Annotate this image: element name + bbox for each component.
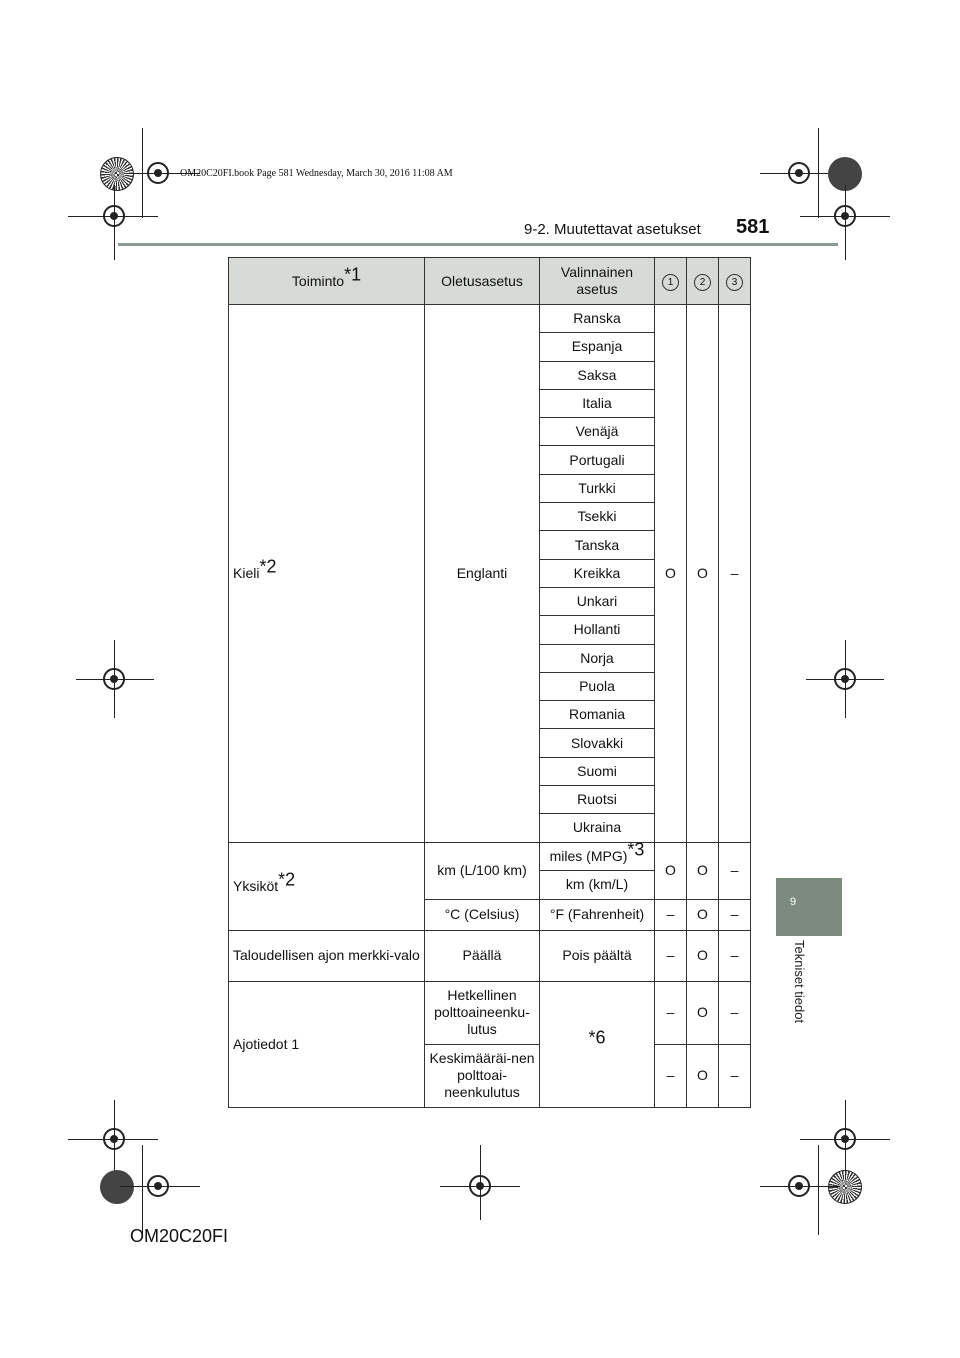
registration-mark-icon: [834, 205, 856, 227]
registration-mark-icon: [103, 1128, 125, 1150]
registration-mark-icon: [147, 162, 169, 184]
language-option: Ranska: [540, 305, 655, 333]
eco-default: Päällä: [425, 930, 540, 981]
language-option: Italia: [540, 389, 655, 417]
language-option: Romania: [540, 701, 655, 729]
registration-mark-icon: [834, 668, 856, 690]
units-default: km (L/100 km): [425, 842, 540, 899]
table-row: [229, 981, 751, 1044]
units-c1: O: [655, 842, 687, 899]
units-c3: –: [719, 842, 751, 899]
table-row: [229, 930, 751, 981]
table-header-row: [229, 258, 751, 305]
language-option: Hollanti: [540, 616, 655, 644]
header-col2: [687, 258, 719, 305]
trip1-r2-c1: –: [655, 1044, 687, 1107]
footnote-marker: *3: [627, 839, 645, 860]
eco-option: Pois päältä: [540, 930, 655, 981]
registration-mark-icon: [788, 1175, 810, 1197]
trip1-default-1: Hetkellinen polttoaineenku-lutus: [425, 981, 540, 1044]
trip1-r1-c3: –: [719, 981, 751, 1044]
units-function-label: Yksiköt: [233, 877, 279, 894]
settings-table: [228, 257, 751, 1108]
language-option: Saksa: [540, 361, 655, 389]
header-default: Oletusasetus: [425, 258, 540, 305]
chapter-tab: [776, 878, 842, 936]
language-option: Ukraina: [540, 814, 655, 842]
language-default: Englanti: [425, 305, 540, 843]
units-c2: O: [687, 842, 719, 899]
header-divider: [118, 243, 838, 246]
trip1-r2-c3: –: [719, 1044, 751, 1107]
language-c3: –: [719, 305, 751, 843]
table-row: [229, 305, 751, 333]
sunburst-mark-icon: [100, 157, 134, 191]
trip1-r2-c2: O: [687, 1044, 719, 1107]
circled-number-icon: 2: [694, 274, 711, 291]
header-optional: Valinnainen asetus: [540, 258, 655, 305]
language-option: Ruotsi: [540, 786, 655, 814]
page-number: 581: [736, 216, 770, 238]
table-row: [229, 842, 751, 871]
language-option: Espanja: [540, 333, 655, 361]
dark-disc-mark-icon: [100, 1170, 134, 1204]
language-c1: O: [655, 305, 687, 843]
temp-option: °F (Fahrenheit): [540, 899, 655, 930]
footnote-marker: *2: [259, 556, 277, 577]
trip1-function: Ajotiedot 1: [229, 981, 425, 1107]
footnote-marker: *2: [278, 868, 296, 889]
registration-mark-icon: [834, 1128, 856, 1150]
temp-c2: O: [687, 899, 719, 930]
header-col1: [655, 258, 687, 305]
temp-c1: –: [655, 899, 687, 930]
language-option: Norja: [540, 644, 655, 672]
circled-number-icon: 1: [662, 274, 679, 291]
eco-c2: O: [687, 930, 719, 981]
chapter-tab-label: Tekniset tiedot: [792, 940, 807, 1024]
header-col3: [719, 258, 751, 305]
registration-mark-icon: [147, 1175, 169, 1197]
footer-code: OM20C20FI: [130, 1226, 229, 1246]
language-option: Turkki: [540, 474, 655, 502]
section-title: 9-2. Muutettavat asetukset: [524, 221, 701, 238]
language-option: Suomi: [540, 757, 655, 785]
registration-mark-icon: [103, 668, 125, 690]
registration-mark-icon: [103, 205, 125, 227]
language-c2: O: [687, 305, 719, 843]
book-info-stamp: OM20C20FI.book Page 581 Wednesday, March 30, 2016 11:08 AM: [180, 168, 453, 179]
language-option: Venäjä: [540, 418, 655, 446]
eco-c1: –: [655, 930, 687, 981]
language-option: Tsekki: [540, 503, 655, 531]
trip1-optional: [540, 981, 655, 1107]
language-option: Unkari: [540, 587, 655, 615]
sunburst-mark-icon: [828, 1170, 862, 1204]
temp-default: °C (Celsius): [425, 899, 540, 930]
language-function: [229, 305, 425, 843]
language-option: Tanska: [540, 531, 655, 559]
eco-function: Taloudellisen ajon merkki-valo: [229, 930, 425, 981]
units-option-1-label: miles (MPG): [549, 847, 628, 864]
units-option-2: km (km/L): [540, 871, 655, 900]
language-option: Kreikka: [540, 559, 655, 587]
header-function: [229, 258, 425, 305]
header-function-label: Toiminto: [291, 272, 345, 289]
language-option: Slovakki: [540, 729, 655, 757]
footnote-marker: *1: [344, 263, 362, 284]
language-function-label: Kieli: [233, 564, 260, 581]
units-option-1: [540, 839, 655, 871]
trip1-r1-c2: O: [687, 981, 719, 1044]
eco-c3: –: [719, 930, 751, 981]
registration-mark-icon: [469, 1175, 491, 1197]
trip1-r1-c1: –: [655, 981, 687, 1044]
units-function: [229, 842, 425, 930]
circled-number-icon: 3: [726, 274, 743, 291]
registration-mark-icon: [788, 162, 810, 184]
trip1-default-2: Keskimääräi-nen polttoai-neenkulutus: [425, 1044, 540, 1107]
temp-c3: –: [719, 899, 751, 930]
language-option: Puola: [540, 672, 655, 700]
footnote-marker: *6: [588, 1026, 606, 1047]
language-option: Portugali: [540, 446, 655, 474]
chapter-tab-number: 9: [790, 896, 797, 908]
